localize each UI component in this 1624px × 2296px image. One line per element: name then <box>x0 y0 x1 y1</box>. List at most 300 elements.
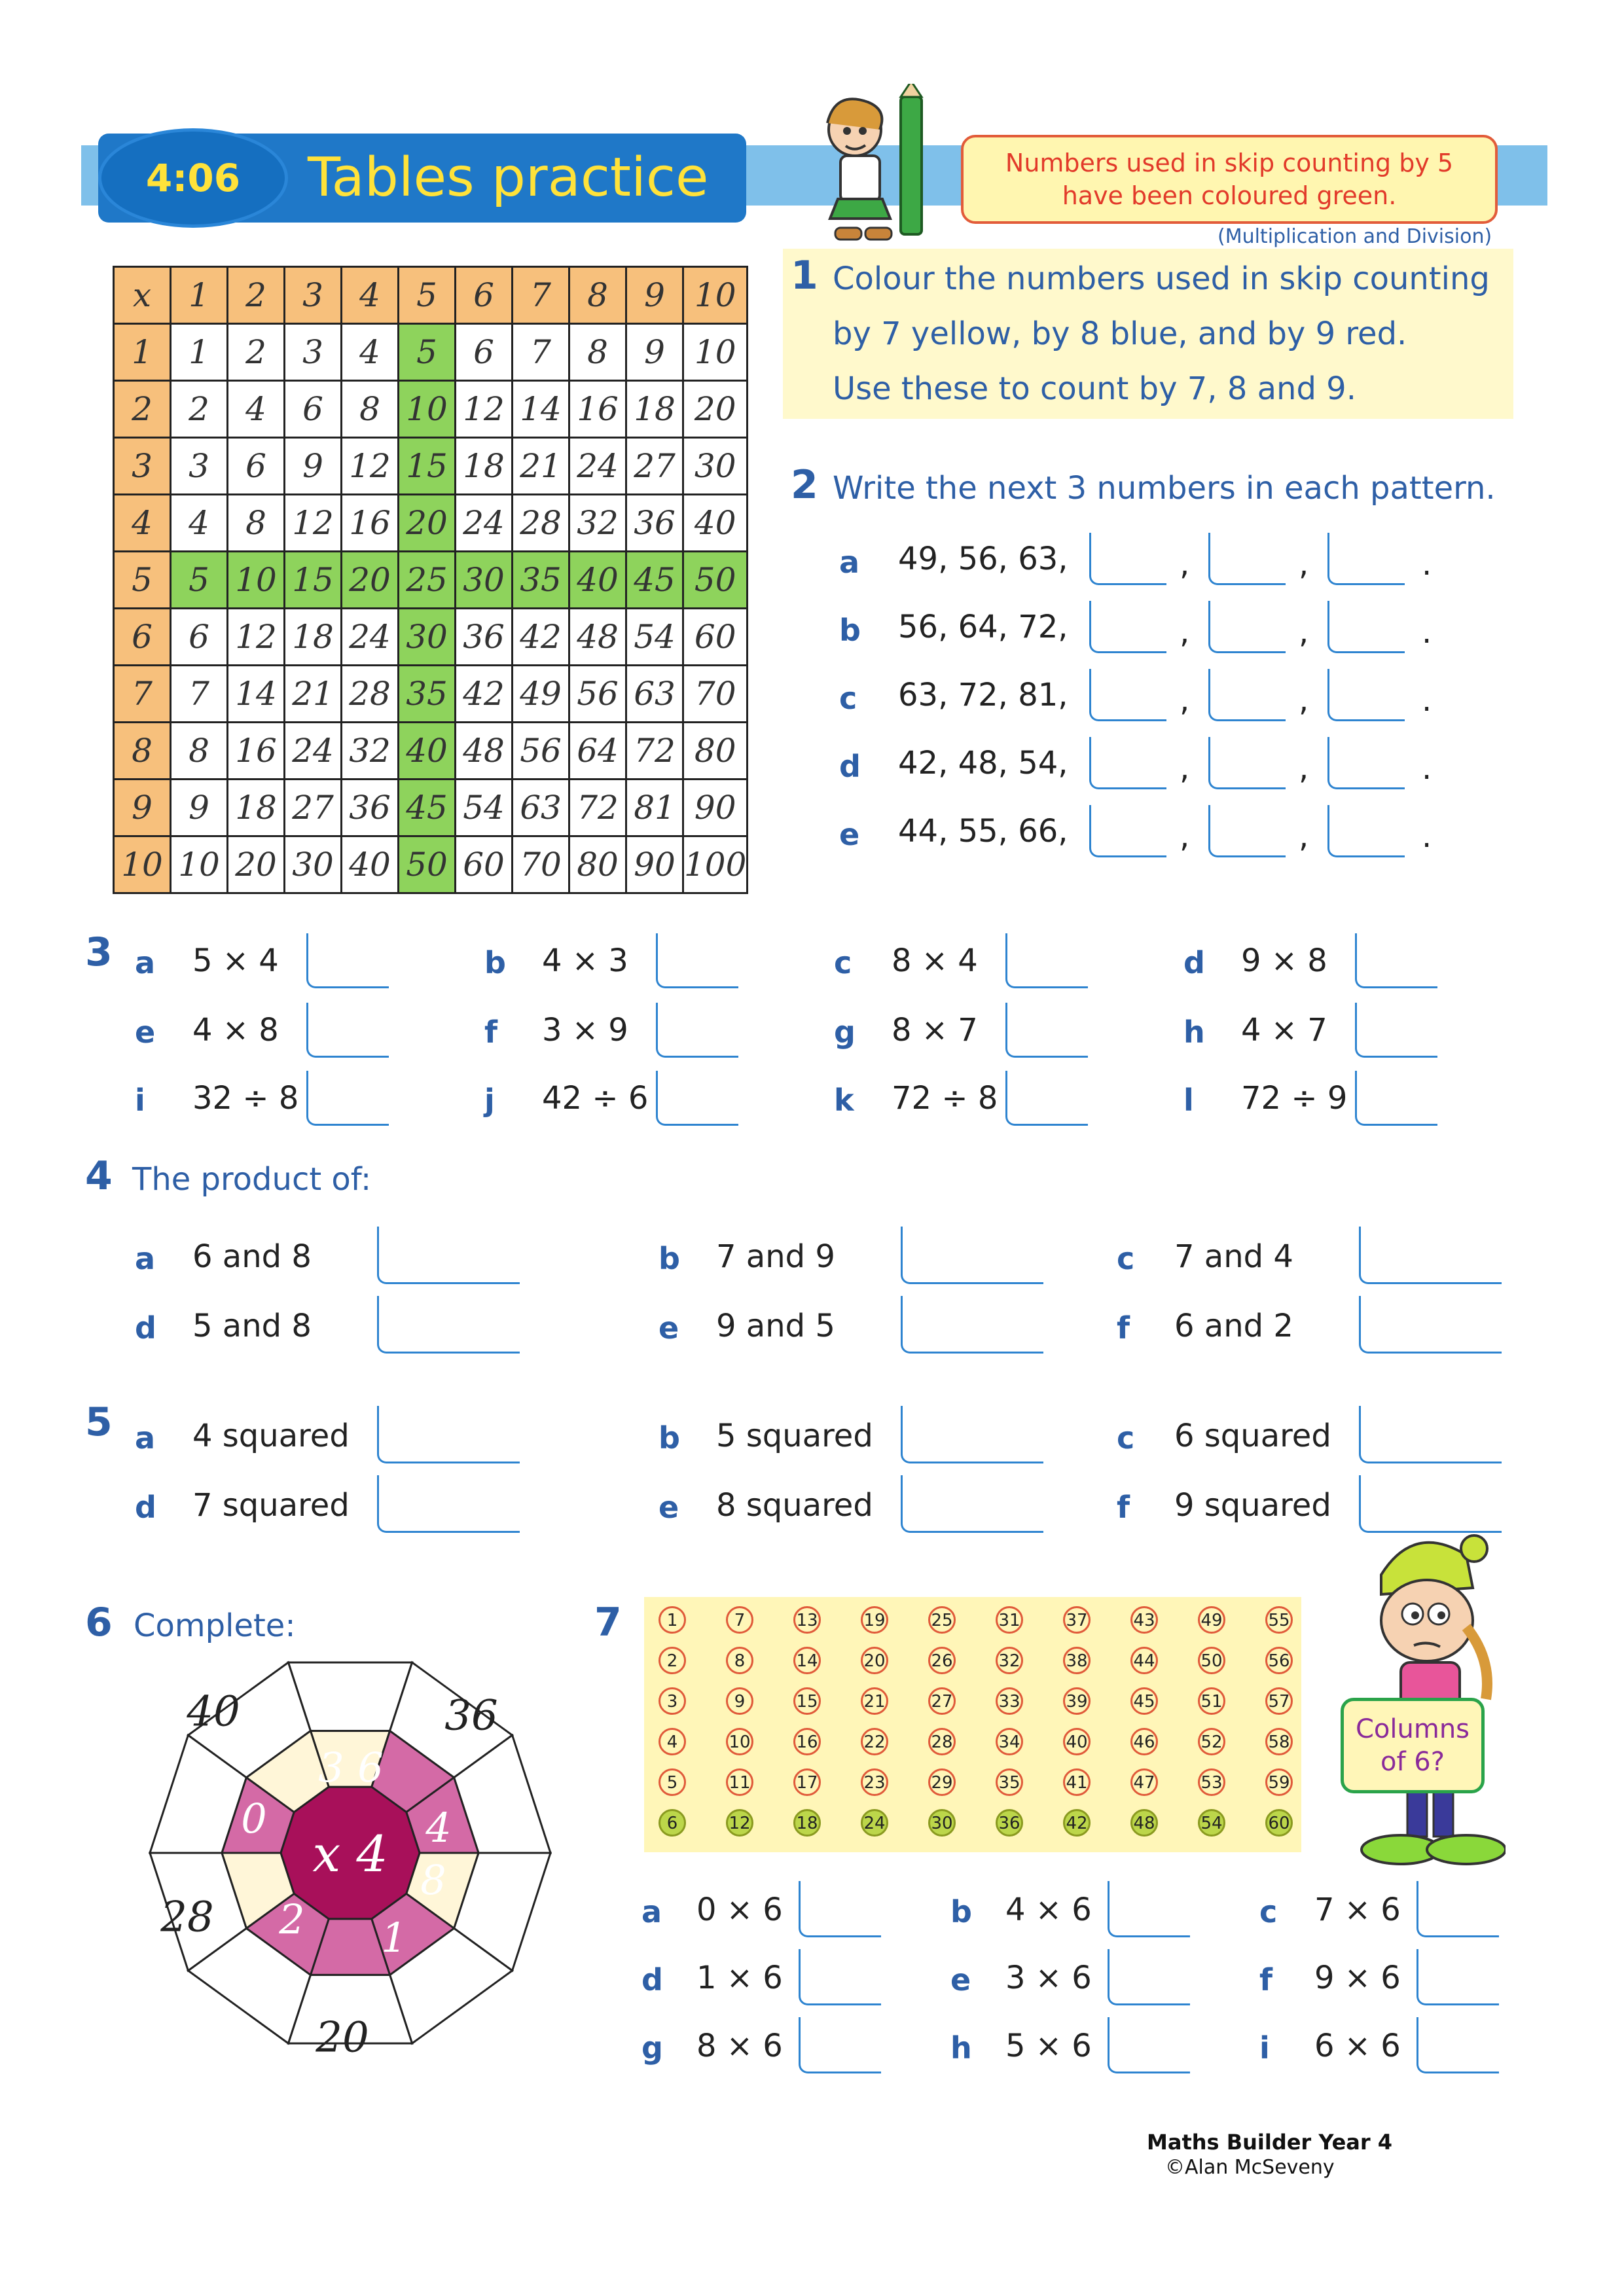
pattern-answer-box[interactable] <box>1327 533 1405 585</box>
q3-item-expression: 32 ÷ 8 <box>192 1080 299 1117</box>
pattern-full-stop: . <box>1422 750 1432 787</box>
pattern-comma: , <box>1299 614 1309 651</box>
question-1-line-2: by 7 yellow, by 8 blue, and by 9 red. <box>833 315 1407 352</box>
grid-cell: 56 <box>569 666 626 723</box>
q3-answer-box[interactable] <box>656 1071 738 1126</box>
board-number-chip[interactable]: 32 <box>996 1647 1023 1674</box>
board-number-chip[interactable]: 3 <box>659 1687 686 1715</box>
q4-item-expression: 7 and 9 <box>716 1238 835 1275</box>
q3-answer-box[interactable] <box>1005 933 1088 988</box>
pattern-sequence: 63, 72, 81, <box>898 677 1068 713</box>
grid-cell: 18 <box>456 438 513 495</box>
board-number-chip[interactable]: 57 <box>1265 1687 1293 1715</box>
pattern-answer-box[interactable] <box>1208 737 1286 789</box>
pattern-answer-box[interactable] <box>1089 805 1166 857</box>
q3-answer-box[interactable] <box>656 1003 738 1058</box>
q3-answer-box[interactable] <box>306 1071 389 1126</box>
board-number-chip[interactable]: 53 <box>1198 1768 1225 1796</box>
question-6-instruction: Complete: <box>134 1607 296 1644</box>
board-number-chip[interactable]: 12 <box>726 1809 753 1837</box>
grid-cell: 64 <box>569 723 626 780</box>
grid-cell: 48 <box>569 609 626 666</box>
board-number-chip[interactable]: 14 <box>793 1647 821 1674</box>
grid-cell: 2 <box>171 381 228 438</box>
q3-item-label: k <box>834 1083 854 1118</box>
grid-cell: 10 <box>171 836 228 893</box>
grid-row-header: 5 <box>114 552 171 609</box>
board-number-chip[interactable]: 34 <box>996 1728 1023 1755</box>
page-title: Tables practice <box>308 147 709 209</box>
grid-cell: 36 <box>456 609 513 666</box>
q3-answer-box[interactable] <box>1005 1071 1088 1126</box>
grid-cell: 4 <box>171 495 228 552</box>
q7-item-expression: 1 × 6 <box>696 1960 783 1996</box>
q5-answer-box[interactable] <box>1359 1475 1502 1533</box>
topic-label: (Multiplication and Division) <box>1218 225 1492 248</box>
q7-item-expression: 5 × 6 <box>1005 2028 1092 2064</box>
pattern-sequence: 49, 56, 63, <box>898 541 1068 577</box>
pattern-comma: , <box>1299 750 1309 787</box>
speech-line-2: of 6? <box>1380 1747 1445 1777</box>
board-number-chip[interactable]: 25 <box>928 1606 956 1634</box>
q4-answer-box[interactable] <box>901 1227 1043 1284</box>
grid-cell: 48 <box>456 723 513 780</box>
q4-answer-box[interactable] <box>377 1227 520 1284</box>
pattern-full-stop: . <box>1422 546 1432 583</box>
grid-row-header: 3 <box>114 438 171 495</box>
board-number-chip[interactable]: 26 <box>928 1647 956 1674</box>
q7-answer-box[interactable] <box>1416 2017 1499 2073</box>
grid-cell: 16 <box>228 723 285 780</box>
grid-row <box>114 438 748 495</box>
grid-row <box>114 666 748 723</box>
q5-item-expression: 4 squared <box>192 1418 350 1454</box>
pattern-answer-box[interactable] <box>1089 601 1166 653</box>
board-number-chip[interactable]: 36 <box>996 1809 1023 1837</box>
q3-item-label: c <box>834 945 852 980</box>
q3-item-expression: 72 ÷ 8 <box>892 1080 998 1117</box>
grid-cell: 56 <box>513 723 569 780</box>
board-number-chip[interactable]: 2 <box>659 1647 686 1674</box>
pattern-answer-box[interactable] <box>1208 601 1286 653</box>
grid-cell: 45 <box>399 780 456 836</box>
grid-col-header: 9 <box>626 267 683 324</box>
grid-cell: 90 <box>626 836 683 893</box>
board-number-chip[interactable]: 49 <box>1198 1606 1225 1634</box>
pattern-full-stop: . <box>1422 682 1432 719</box>
q4-item-expression: 9 and 5 <box>716 1308 835 1344</box>
pattern-full-stop: . <box>1422 614 1432 651</box>
footer-author: ©Alan McSeveny <box>1165 2156 1335 2179</box>
grid-cell: 63 <box>626 666 683 723</box>
grid-cell: 15 <box>399 438 456 495</box>
q3-answer-box[interactable] <box>306 933 389 988</box>
q7-item-expression: 4 × 6 <box>1005 1892 1092 1928</box>
grid-col-header: 7 <box>513 267 569 324</box>
grid-cell: 42 <box>456 666 513 723</box>
grid-cell: 35 <box>399 666 456 723</box>
pattern-answer-box[interactable] <box>1208 533 1286 585</box>
grid-cell: 70 <box>683 666 748 723</box>
note-line-2: have been coloured green. <box>1062 181 1397 210</box>
grid-cell: 6 <box>228 438 285 495</box>
board-number-chip[interactable]: 30 <box>928 1809 956 1837</box>
grid-cell: 32 <box>569 495 626 552</box>
grid-row-header: 8 <box>114 723 171 780</box>
wheel-inner-number: 0 <box>241 1795 267 1843</box>
pattern-answer-box[interactable] <box>1327 601 1405 653</box>
q3-answer-box[interactable] <box>306 1003 389 1058</box>
board-number-chip[interactable]: 51 <box>1198 1687 1225 1715</box>
pattern-comma: , <box>1180 682 1190 719</box>
board-number-chip[interactable]: 21 <box>861 1687 888 1715</box>
q5-item-expression: 5 squared <box>716 1418 873 1454</box>
q3-item-label: j <box>484 1083 495 1118</box>
board-number-chip[interactable]: 24 <box>861 1809 888 1837</box>
q3-item-expression: 8 × 4 <box>892 942 978 979</box>
grid-cell: 16 <box>342 495 399 552</box>
board-number-chip[interactable]: 31 <box>996 1606 1023 1634</box>
grid-cell: 6 <box>171 609 228 666</box>
q5-answer-box[interactable] <box>901 1475 1043 1533</box>
board-number-chip[interactable]: 9 <box>726 1687 753 1715</box>
q3-item-expression: 8 × 7 <box>892 1012 978 1049</box>
grid-cell: 81 <box>626 780 683 836</box>
q4-answer-box[interactable] <box>377 1296 520 1354</box>
pattern-answer-box[interactable] <box>1089 737 1166 789</box>
speech-bubble <box>1341 1698 1485 1793</box>
grid-cell: 90 <box>683 780 748 836</box>
q3-item-label: i <box>135 1083 145 1118</box>
q5-item-expression: 6 squared <box>1174 1418 1331 1454</box>
grid-cell: 80 <box>683 723 748 780</box>
q4-answer-box[interactable] <box>1359 1227 1502 1284</box>
grid-cell: 10 <box>399 381 456 438</box>
q5-answer-box[interactable] <box>1359 1406 1502 1463</box>
pattern-comma: , <box>1299 682 1309 719</box>
grid-corner-cell: x <box>114 267 171 324</box>
q5-answer-box[interactable] <box>901 1406 1043 1463</box>
grid-cell: 15 <box>285 552 342 609</box>
grid-cell: 12 <box>342 438 399 495</box>
q3-item-expression: 4 × 8 <box>192 1012 279 1049</box>
grid-row <box>114 324 748 381</box>
girl-with-pencil-illustration <box>809 84 960 247</box>
grid-cell: 16 <box>569 381 626 438</box>
grid-cell: 6 <box>285 381 342 438</box>
board-number-chip[interactable]: 50 <box>1198 1647 1225 1674</box>
wheel-inner-number: 4 <box>425 1804 452 1852</box>
board-number-chip[interactable]: 60 <box>1265 1809 1293 1837</box>
grid-col-header: 6 <box>456 267 513 324</box>
board-number-chip[interactable]: 44 <box>1130 1647 1158 1674</box>
q3-item-expression: 3 × 9 <box>542 1012 628 1049</box>
board-number-chip[interactable]: 54 <box>1198 1809 1225 1837</box>
grid-cell: 50 <box>683 552 748 609</box>
board-number-chip[interactable]: 5 <box>659 1768 686 1796</box>
grid-cell: 9 <box>626 324 683 381</box>
board-number-chip[interactable]: 17 <box>793 1768 821 1796</box>
q5-item-expression: 7 squared <box>192 1487 350 1524</box>
board-number-chip[interactable]: 10 <box>726 1728 753 1755</box>
grid-col-header: 2 <box>228 267 285 324</box>
lesson-number: 4:06 <box>145 156 241 200</box>
board-number-chip[interactable]: 42 <box>1063 1809 1091 1837</box>
board-number-chip[interactable]: 58 <box>1265 1728 1293 1755</box>
grid-cell: 24 <box>285 723 342 780</box>
board-number-chip[interactable]: 55 <box>1265 1606 1293 1634</box>
q5-item-label: d <box>135 1490 156 1525</box>
question-4-instruction: The product of: <box>132 1161 372 1198</box>
grid-cell: 21 <box>285 666 342 723</box>
q7-answer-box[interactable] <box>1108 2017 1190 2073</box>
wheel-inner-number: 6 <box>357 1744 384 1792</box>
grid-cell: 25 <box>399 552 456 609</box>
grid-row-header: 10 <box>114 836 171 893</box>
board-number-chip[interactable]: 40 <box>1063 1728 1091 1755</box>
board-number-chip[interactable]: 8 <box>726 1647 753 1674</box>
grid-cell: 7 <box>513 324 569 381</box>
grid-cell: 36 <box>626 495 683 552</box>
speech-line-1: Columns <box>1355 1714 1470 1744</box>
board-number-chip[interactable]: 43 <box>1130 1606 1158 1634</box>
q3-item-expression: 4 × 3 <box>542 942 628 979</box>
q7-answer-box[interactable] <box>1416 1949 1499 2005</box>
question-1-number: 1 <box>791 253 818 298</box>
board-number-chip[interactable]: 23 <box>861 1768 888 1796</box>
pattern-comma: , <box>1180 546 1190 583</box>
q7-item-label: d <box>641 1962 663 1998</box>
q4-item-expression: 7 and 4 <box>1174 1238 1293 1275</box>
board-number-chip[interactable]: 46 <box>1130 1728 1158 1755</box>
board-number-chip[interactable]: 20 <box>861 1647 888 1674</box>
grid-cell: 24 <box>342 609 399 666</box>
grid-cell: 4 <box>228 381 285 438</box>
grid-row <box>114 780 748 836</box>
pattern-label: d <box>839 749 861 784</box>
pattern-answer-box[interactable] <box>1089 669 1166 721</box>
pattern-answer-box[interactable] <box>1089 533 1166 585</box>
grid-col-header: 1 <box>171 267 228 324</box>
board-number-chip[interactable]: 13 <box>793 1606 821 1634</box>
multiplication-grid <box>113 266 748 894</box>
pattern-comma: , <box>1180 750 1190 787</box>
q3-item-label: a <box>135 945 156 980</box>
grid-cell: 5 <box>171 552 228 609</box>
grid-cell: 28 <box>342 666 399 723</box>
grid-row-header: 4 <box>114 495 171 552</box>
wheel-outer-number: 28 <box>160 1893 214 1942</box>
q7-item-expression: 9 × 6 <box>1314 1960 1401 1996</box>
q3-answer-box[interactable] <box>1355 1003 1437 1058</box>
wheel-inner-number: 3 <box>318 1744 344 1792</box>
q3-item-expression: 5 × 4 <box>192 942 279 979</box>
wheel-inner-number: 8 <box>420 1856 446 1905</box>
wheel-outer-number: 36 <box>444 1691 498 1740</box>
pattern-label: a <box>839 545 860 580</box>
grid-header-row <box>114 267 748 324</box>
grid-cell: 42 <box>513 609 569 666</box>
grid-cell: 27 <box>626 438 683 495</box>
board-number-chip[interactable]: 29 <box>928 1768 956 1796</box>
grid-cell: 60 <box>456 836 513 893</box>
board-number-chip[interactable]: 48 <box>1130 1809 1158 1837</box>
wheel-inner-number: 2 <box>279 1895 305 1944</box>
q7-item-expression: 6 × 6 <box>1314 2028 1401 2064</box>
q3-answer-box[interactable] <box>656 933 738 988</box>
grid-cell: 2 <box>228 324 285 381</box>
board-number-chip[interactable]: 15 <box>793 1687 821 1715</box>
q4-item-label: a <box>135 1241 156 1276</box>
q5-item-label: b <box>659 1420 680 1456</box>
grid-col-header: 4 <box>342 267 399 324</box>
grid-cell: 8 <box>569 324 626 381</box>
grid-cell: 28 <box>513 495 569 552</box>
question-1-line-1: Colour the numbers used in skip counting <box>833 260 1490 297</box>
pattern-answer-box[interactable] <box>1327 805 1405 857</box>
board-number-chip[interactable]: 39 <box>1063 1687 1091 1715</box>
board-number-chip[interactable]: 7 <box>726 1606 753 1634</box>
wheel-outer-number: 20 <box>316 2013 369 2059</box>
grid-cell: 54 <box>626 609 683 666</box>
grid-cell: 70 <box>513 836 569 893</box>
wheel-outer-number: 40 <box>187 1687 240 1736</box>
q5-answer-box[interactable] <box>377 1406 520 1463</box>
board-number-chip[interactable]: 52 <box>1198 1728 1225 1755</box>
grid-cell: 8 <box>171 723 228 780</box>
pattern-comma: , <box>1299 818 1309 855</box>
q4-answer-box[interactable] <box>1359 1296 1502 1354</box>
grid-cell: 100 <box>683 836 748 893</box>
grid-cell: 9 <box>171 780 228 836</box>
q5-item-label: e <box>659 1490 679 1525</box>
question-4-number: 4 <box>85 1153 113 1199</box>
q5-item-label: f <box>1117 1490 1130 1525</box>
q7-item-label: f <box>1259 1962 1273 1998</box>
grid-cell: 40 <box>683 495 748 552</box>
board-number-chip[interactable]: 28 <box>928 1728 956 1755</box>
q5-item-expression: 9 squared <box>1174 1487 1331 1524</box>
pattern-comma: , <box>1180 614 1190 651</box>
grid-cell: 18 <box>285 609 342 666</box>
q4-answer-box[interactable] <box>901 1296 1043 1354</box>
q4-item-expression: 5 and 8 <box>192 1308 312 1344</box>
board-number-chip[interactable]: 41 <box>1063 1768 1091 1796</box>
wheel-inner-number: 1 <box>381 1914 407 1962</box>
q5-item-label: c <box>1117 1420 1135 1456</box>
board-number-chip[interactable]: 45 <box>1130 1687 1158 1715</box>
pattern-answer-box[interactable] <box>1208 669 1286 721</box>
board-number-chip[interactable]: 56 <box>1265 1647 1293 1674</box>
grid-cell: 30 <box>456 552 513 609</box>
board-number-chip[interactable]: 16 <box>793 1728 821 1755</box>
grid-cell: 10 <box>683 324 748 381</box>
grid-row-header: 9 <box>114 780 171 836</box>
board-number-chip[interactable]: 18 <box>793 1809 821 1837</box>
board-number-chip[interactable]: 38 <box>1063 1647 1091 1674</box>
q7-answer-box[interactable] <box>799 1881 881 1937</box>
grid-cell: 7 <box>171 666 228 723</box>
grid-cell: 36 <box>342 780 399 836</box>
grid-row-header: 2 <box>114 381 171 438</box>
q7-item-label: c <box>1259 1894 1278 1929</box>
grid-cell: 49 <box>513 666 569 723</box>
pattern-sequence: 42, 48, 54, <box>898 745 1068 781</box>
q7-answer-box[interactable] <box>1108 1949 1190 2005</box>
grid-cell: 12 <box>228 609 285 666</box>
note-line-1: Numbers used in skip counting by 5 <box>1005 149 1454 177</box>
pattern-sequence: 44, 55, 66, <box>898 813 1068 850</box>
note-box <box>961 135 1498 224</box>
question-5-number: 5 <box>85 1399 113 1445</box>
grid-row <box>114 836 748 893</box>
question-7-number: 7 <box>594 1600 622 1645</box>
q7-answer-box[interactable] <box>1416 1881 1499 1937</box>
q3-item-label: f <box>484 1014 498 1050</box>
wheel-centre-label: x 4 <box>312 1825 388 1883</box>
q3-item-label: g <box>834 1014 856 1050</box>
board-number-chip[interactable]: 6 <box>659 1809 686 1837</box>
grid-cell: 45 <box>626 552 683 609</box>
board-number-chip[interactable]: 22 <box>861 1728 888 1755</box>
question-6-number: 6 <box>85 1600 113 1645</box>
q3-answer-box[interactable] <box>1355 933 1437 988</box>
q7-item-label: a <box>641 1894 662 1929</box>
q5-answer-box[interactable] <box>377 1475 520 1533</box>
q7-item-label: i <box>1259 2030 1270 2066</box>
board-number-chip[interactable]: 27 <box>928 1687 956 1715</box>
q3-answer-box[interactable] <box>1355 1071 1437 1126</box>
board-number-chip[interactable]: 35 <box>996 1768 1023 1796</box>
pattern-answer-box[interactable] <box>1327 737 1405 789</box>
grid-cell: 72 <box>569 780 626 836</box>
grid-cell: 20 <box>342 552 399 609</box>
q7-answer-box[interactable] <box>799 1949 881 2005</box>
grid-cell: 30 <box>285 836 342 893</box>
grid-cell: 40 <box>569 552 626 609</box>
q7-item-label: b <box>950 1894 972 1929</box>
grid-cell: 63 <box>513 780 569 836</box>
q7-item-expression: 3 × 6 <box>1005 1960 1092 1996</box>
grid-row-header: 1 <box>114 324 171 381</box>
grid-row <box>114 552 748 609</box>
grid-cell: 3 <box>171 438 228 495</box>
q4-item-expression: 6 and 2 <box>1174 1308 1293 1344</box>
board-number-chip[interactable]: 33 <box>996 1687 1023 1715</box>
q5-item-expression: 8 squared <box>716 1487 873 1524</box>
grid-cell: 50 <box>399 836 456 893</box>
board-number-chip[interactable]: 37 <box>1063 1606 1091 1634</box>
board-number-chip[interactable]: 1 <box>659 1606 686 1634</box>
q7-answer-box[interactable] <box>799 2017 881 2073</box>
grid-cell: 6 <box>456 324 513 381</box>
board-number-chip[interactable]: 4 <box>659 1728 686 1755</box>
board-number-chip[interactable]: 19 <box>861 1606 888 1634</box>
grid-cell: 54 <box>456 780 513 836</box>
board-number-chip[interactable]: 47 <box>1130 1768 1158 1796</box>
pattern-answer-box[interactable] <box>1208 805 1286 857</box>
q3-answer-box[interactable] <box>1005 1003 1088 1058</box>
grid-cell: 12 <box>285 495 342 552</box>
grid-row <box>114 723 748 780</box>
grid-row <box>114 381 748 438</box>
q3-item-expression: 42 ÷ 6 <box>542 1080 649 1117</box>
board-number-chip[interactable]: 59 <box>1265 1768 1293 1796</box>
pattern-answer-box[interactable] <box>1327 669 1405 721</box>
board-number-chip[interactable]: 11 <box>726 1768 753 1796</box>
q7-answer-box[interactable] <box>1108 1881 1190 1937</box>
grid-cell: 32 <box>342 723 399 780</box>
